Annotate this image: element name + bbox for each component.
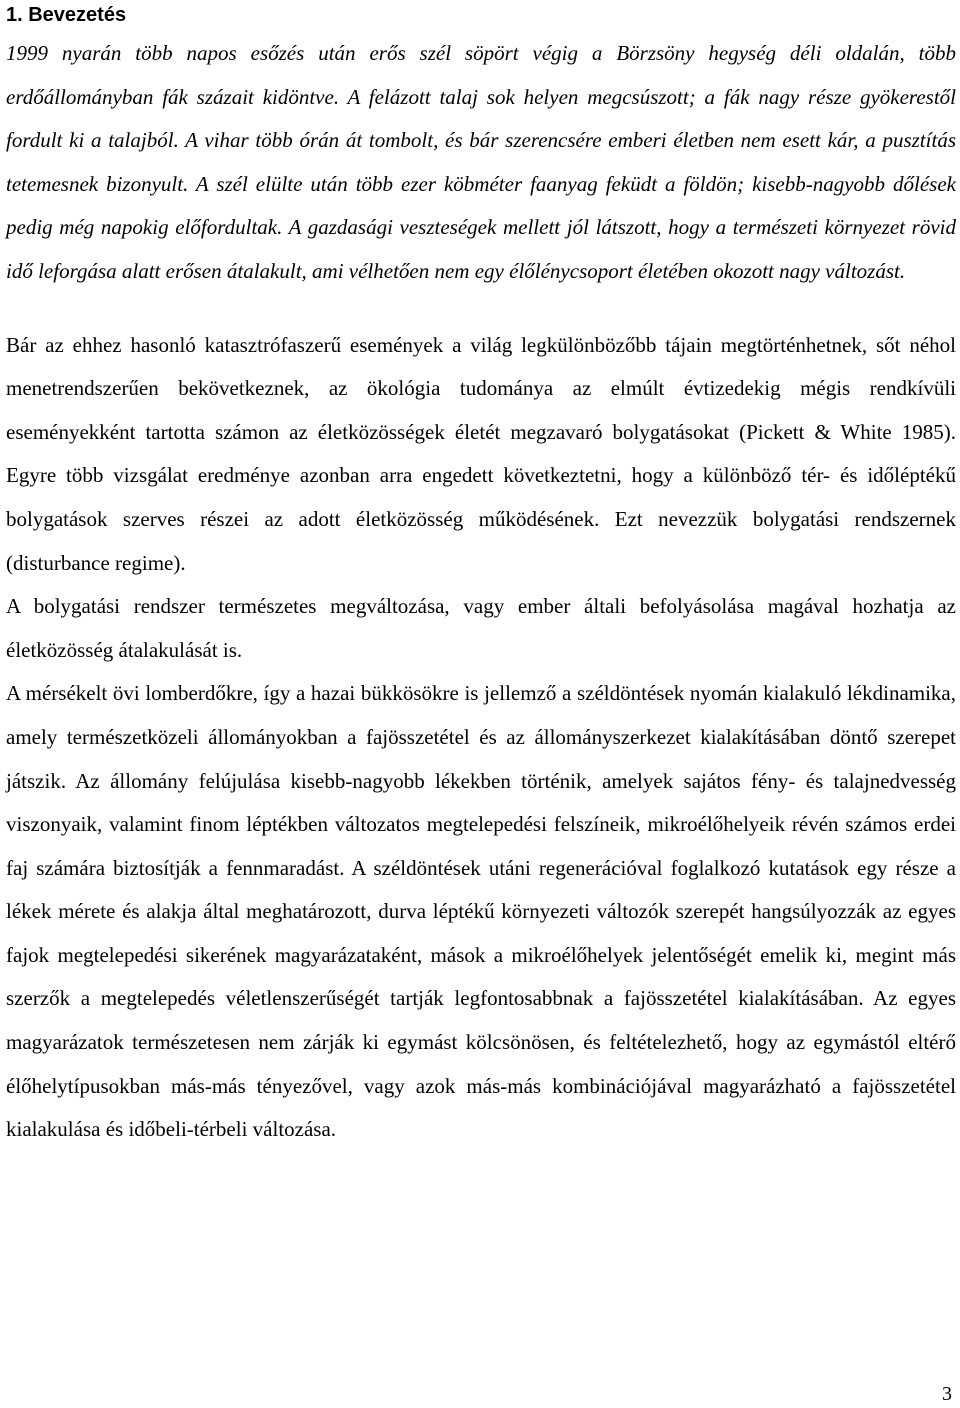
page-number: 3 (942, 1383, 952, 1405)
body-paragraph-2: A bolygatási rendszer természetes megváltozása, vagy ember általi befolyásolása magával hozhatja az életközösség átalakulását is. (6, 594, 956, 662)
body-paragraph-3: A mérsékelt övi lomberdőkre, így a hazai bükkösökre is jellemző a széldöntések nyomán kialakuló lékdinamika, amely természetközeli állományokban a fajösszetétel és az állományszerkezet kialakításában döntő szerepet játszik. Az állomány felújulása kisebb-nagyobb lékekben történik, amelyek sajátos fény- és talajnedvesség viszonyaik, valamint finom léptékben változatos megtelepedési felszíneik, mikroélőhelyeik révén számos erdei faj számára biztosítják a fennmaradást. A széldöntések utáni regenerációval foglalkozó kutatások egy része a lékek mérete és alakja által meghatározott, durva léptékű környezeti változók szerepét hangsúlyozzák az egyes fajok megtelepedési sikerének magyarázataként, mások a mikroélőhelyek jelentőségét emelik ki, megint más szerzők a megtelepedés véletlenszerűségét tartják legfontosabbnak a fajösszetétel kialakításában. Az egyes magyarázatok természetesen nem zárják ki egymást kölcsönösen, és feltételezhető, hogy az egymástól eltérő élőhelytípusokban más-más tényezővel, vagy azok más-más kombinációjával magyarázható a fajösszetétel kialakulása és időbeli-térbeli változása. (6, 681, 956, 1142)
paragraph-gap (6, 294, 956, 324)
body-paragraph-1: Bár az ehhez hasonló katasztrófaszerű események a világ legkülönbözőbb tájain megtörténhetnek, sőt néhol menetrendszerűen bekövetkeznek, az ökológia tudománya az elmúlt évtizedekig mégis rendkívüli eseményekként tartotta számon az életközösségek életét megzavaró bolygatásokat (Pickett & White 1985). Egyre több vizsgálat eredménye azonban arra engedett következtetni, hogy a különböző tér- és időléptékű bolygatások szerves részei az adott életközösség működésének. Ezt nevezzük bolygatási rendszernek (disturbance regime). (6, 332, 956, 575)
intro-paragraph: 1999 nyarán több napos esőzés után erős szél söpört végig a Börzsöny hegység déli oldalán, több erdőállományban fák százait kidöntve. A felázott talaj sok helyen megcsúszott; a fák nagy része gyökerestől fordult ki a talajból. A vihar több órán át tombolt, és bár szerencsére emberi életben nem esett kár, a pusztítás tetemesnek bizonyult. A szél elülte után több ezer köbméter faanyag feküdt a földön; kisebb-nagyobb dőlések pedig még napokig előfordultak. A gazdasági veszteségek mellett jól látszott, hogy a természeti környezet rövid idő leforgása alatt erősen átalakult, ami vélhetően nem egy élőlénycsoport életében okozott nagy változást. (6, 41, 956, 283)
section-heading: 1. Bevezetés (6, 4, 127, 26)
document-page (6, 0, 956, 1152)
